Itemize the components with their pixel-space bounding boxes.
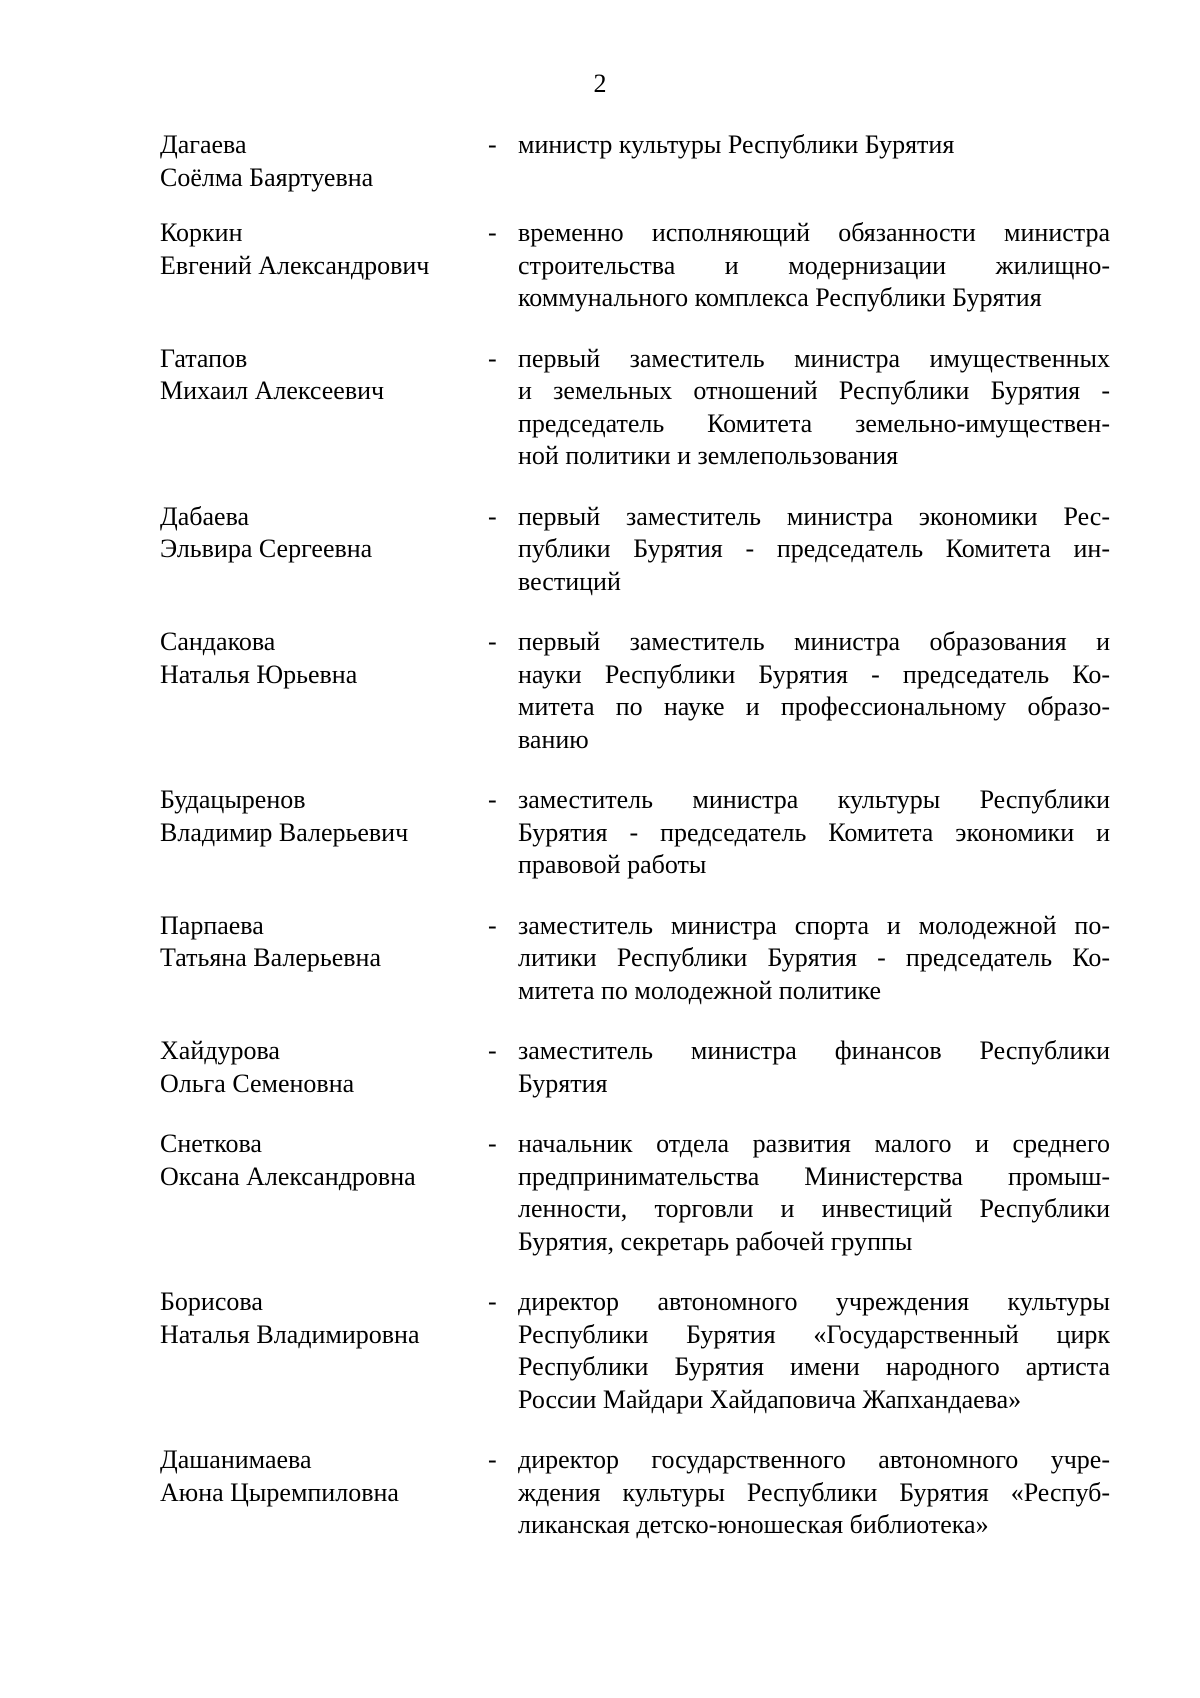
- position-line: ждения культуры Республики Бурятия «Респуб-: [518, 1477, 1110, 1507]
- position-line: начальник отдела развития малого и среднего: [518, 1129, 1110, 1158]
- member-name: [160, 1286, 470, 1351]
- member-given-names: Эльвира Сергеевна: [160, 534, 373, 563]
- position-line: ванию: [518, 724, 589, 754]
- member-entry: [0, 626, 1200, 756]
- separator-dash: -: [488, 1287, 497, 1316]
- member-position: [518, 784, 1110, 882]
- position-line: и земельных отношений Республики Бурятия -: [518, 376, 1110, 405]
- position-line: первый заместитель министра экономики Рес-: [518, 501, 1110, 531]
- member-surname: Хайдурова: [160, 1036, 280, 1065]
- member-surname: Дабаева: [160, 501, 250, 531]
- member-surname: Снеткова: [160, 1129, 262, 1158]
- member-name: [160, 1444, 470, 1509]
- position-line: Бурятия: [518, 1068, 608, 1098]
- member-surname: Дашанимаева: [160, 1445, 312, 1474]
- separator-dash: -: [488, 1445, 497, 1474]
- member-entry: [0, 784, 1200, 882]
- position-line: министр культуры Республики Бурятия: [518, 130, 955, 159]
- member-entry: [0, 1035, 1200, 1100]
- member-surname: Борисова: [160, 1287, 263, 1316]
- separator-dash: -: [488, 1036, 497, 1065]
- member-given-names: Михаил Алексеевич: [160, 376, 385, 405]
- member-entry: [0, 1444, 1200, 1542]
- member-name: [160, 910, 470, 975]
- member-surname: Гатапов: [160, 343, 248, 373]
- member-position: [518, 1035, 1110, 1100]
- position-line: директор автономного учреждения культуры: [518, 1287, 1110, 1316]
- separator-dash: -: [488, 501, 497, 531]
- member-given-names: Татьяна Валерьевна: [160, 943, 381, 972]
- member-entry: [0, 910, 1200, 1008]
- member-name: [160, 129, 470, 194]
- position-line: литики Республики Бурятия - председатель Ко-: [518, 943, 1110, 972]
- position-line: митета по науке и профессиональному образо-: [518, 692, 1110, 721]
- separator-dash: -: [488, 343, 497, 373]
- member-position: [518, 1444, 1110, 1542]
- position-line: публики Бурятия - председатель Комитета ин-: [518, 534, 1110, 563]
- position-line: Республики Бурятия имени народного артиста: [518, 1352, 1110, 1381]
- member-position: [518, 910, 1110, 1008]
- position-line: коммунального комплекса Республики Бурятия: [518, 283, 1042, 312]
- separator-dash: -: [488, 627, 497, 656]
- member-surname: Сандакова: [160, 627, 276, 656]
- position-line: заместитель министра спорта и молодежной по-: [518, 910, 1110, 940]
- member-name: [160, 1035, 470, 1100]
- position-line: Бурятия - председатель Комитета экономики и: [518, 817, 1110, 847]
- member-surname: Будацыренов: [160, 785, 306, 814]
- separator-dash: -: [488, 910, 497, 940]
- position-line: правовой работы: [518, 850, 707, 879]
- member-entry: [0, 343, 1200, 473]
- member-entry: [0, 129, 1200, 192]
- position-line: временно исполняющий обязанности министра: [518, 218, 1110, 247]
- position-line: предпринимательства Министерства промыш-: [518, 1161, 1110, 1191]
- member-surname: Коркин: [160, 218, 243, 247]
- member-position: [518, 217, 1110, 315]
- member-surname: Парпаева: [160, 910, 264, 940]
- position-line: вестиций: [518, 566, 621, 596]
- position-line: заместитель министра финансов Республики: [518, 1036, 1110, 1065]
- member-position: [518, 501, 1110, 599]
- separator-dash: -: [488, 785, 497, 814]
- member-entry: [0, 1286, 1200, 1416]
- position-line: директор государственного автономного учре-: [518, 1445, 1110, 1474]
- position-line: митета по молодежной политике: [518, 975, 882, 1005]
- position-line: первый заместитель министра образования и: [518, 627, 1110, 656]
- separator-dash: -: [488, 218, 497, 247]
- member-given-names: Наталья Юрьевна: [160, 659, 358, 689]
- member-name: [160, 217, 470, 282]
- position-line: ликанская детско-юношеская библиотека»: [518, 1510, 989, 1539]
- page-number: 2: [593, 69, 607, 98]
- member-name: [160, 1128, 470, 1193]
- member-name: [160, 343, 470, 408]
- member-surname: Дагаева: [160, 130, 247, 159]
- member-name: [160, 626, 470, 691]
- position-line: России Майдари Хайдаповича Жапхандаева»: [518, 1384, 1022, 1414]
- member-entry: [0, 501, 1200, 599]
- member-given-names: Владимир Валерьевич: [160, 817, 409, 847]
- position-line: заместитель министра культуры Республики: [518, 785, 1110, 814]
- member-position: [518, 343, 1110, 473]
- position-line: Республики Бурятия «Государственный цирк: [518, 1319, 1110, 1349]
- member-position: [518, 626, 1110, 756]
- position-line: первый заместитель министра имущественных: [518, 343, 1110, 373]
- position-line: ной политики и землепользования: [518, 441, 899, 470]
- separator-dash: -: [488, 130, 497, 159]
- position-line: строительства и модернизации жилищно-: [518, 250, 1110, 280]
- member-position: [518, 129, 1110, 162]
- separator-dash: -: [488, 1129, 497, 1158]
- member-position: [518, 1128, 1110, 1258]
- position-line: ленности, торговли и инвестиций Республики: [518, 1194, 1110, 1223]
- member-name: [160, 784, 470, 849]
- member-given-names: Аюна Цыремпиловна: [160, 1477, 399, 1507]
- member-name: [160, 501, 470, 566]
- member-given-names: Соёлма Баяртуевна: [160, 162, 374, 192]
- member-entry: [0, 217, 1200, 315]
- position-line: Бурятия, секретарь рабочей группы: [518, 1226, 913, 1256]
- position-line: председатель Комитета земельно-имуществен-: [518, 408, 1110, 438]
- member-given-names: Наталья Владимировна: [160, 1319, 420, 1349]
- member-entry: [0, 1128, 1200, 1258]
- member-given-names: Ольга Семеновна: [160, 1068, 355, 1098]
- member-position: [518, 1286, 1110, 1416]
- member-given-names: Оксана Александровна: [160, 1161, 416, 1191]
- member-list: [0, 129, 1200, 1542]
- member-given-names: Евгений Александрович: [160, 250, 430, 280]
- position-line: науки Республики Бурятия - председатель Ко-: [518, 659, 1110, 689]
